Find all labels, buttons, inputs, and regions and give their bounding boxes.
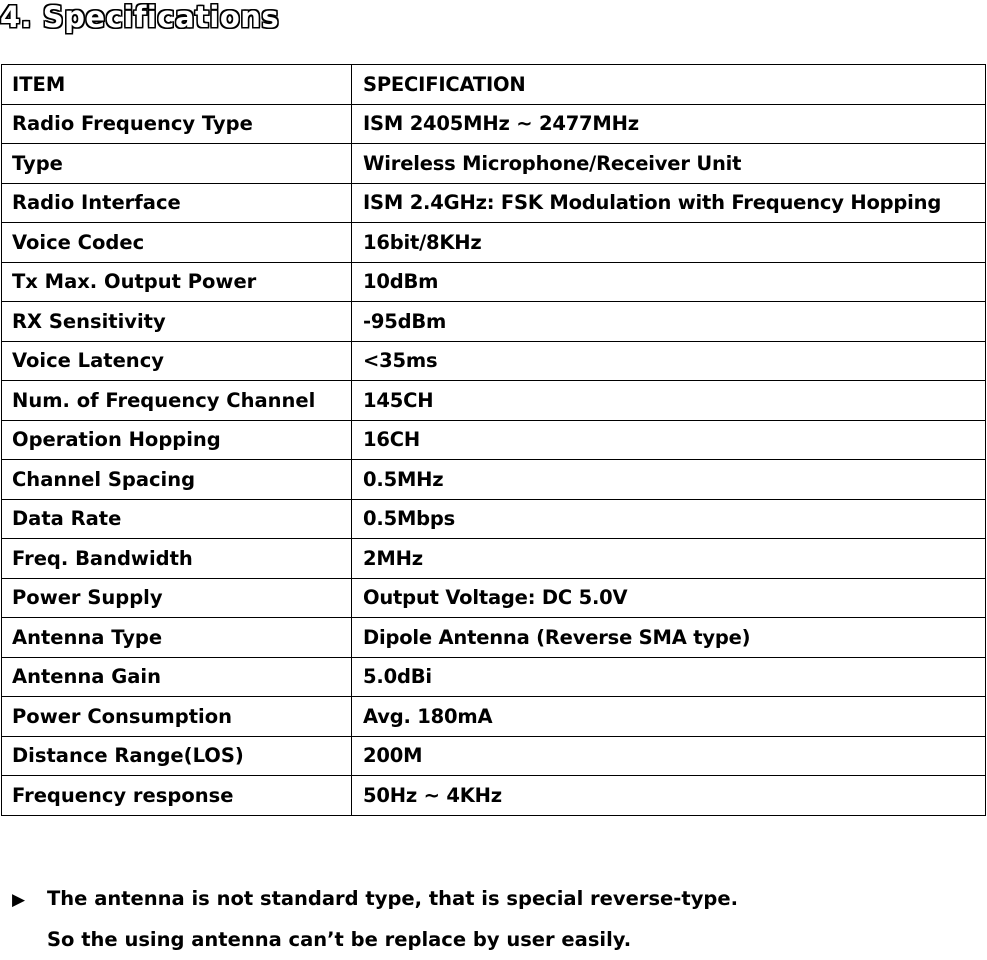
table-row	[2, 499, 986, 539]
table-row	[2, 223, 986, 263]
spec-value-cell: 0.5Mbps	[352, 499, 986, 539]
spec-item-cell: Data Rate	[2, 499, 352, 539]
spec-value-cell: ISM 2.4GHz: FSK Modulation with Frequency Hopping	[352, 183, 986, 223]
table-row	[2, 776, 986, 816]
spec-item-cell: Num. of Frequency Channel	[2, 381, 352, 421]
spec-item-cell: Voice Codec	[2, 223, 352, 263]
spec-item-cell: Power Consumption	[2, 697, 352, 737]
table-row	[2, 104, 986, 144]
table-row	[2, 381, 986, 421]
spec-item-cell: Antenna Gain	[2, 657, 352, 697]
spec-item-cell: Radio Frequency Type	[2, 104, 352, 144]
spec-value-cell: 5.0dBi	[352, 657, 986, 697]
table-row	[2, 302, 986, 342]
spec-item-cell: Operation Hopping	[2, 420, 352, 460]
column-header-specification: SPECIFICATION	[352, 65, 986, 105]
spec-value-cell: -95dBm	[352, 302, 986, 342]
spec-value-cell: Output Voltage: DC 5.0V	[352, 578, 986, 618]
spec-value-cell: 50Hz ~ 4KHz	[352, 776, 986, 816]
spec-item-cell: RX Sensitivity	[2, 302, 352, 342]
spec-item-cell: Tx Max. Output Power	[2, 262, 352, 302]
spec-value-cell: Wireless Microphone/Receiver Unit	[352, 144, 986, 184]
spec-value-cell: 16CH	[352, 420, 986, 460]
right-triangle-bullet-icon: ▶	[12, 890, 26, 910]
spec-value-cell: ISM 2405MHz ~ 2477MHz	[352, 104, 986, 144]
spec-item-cell: Type	[2, 144, 352, 184]
table-row	[2, 460, 986, 500]
spec-value-cell: <35ms	[352, 341, 986, 381]
table-row	[2, 539, 986, 579]
table-row	[2, 420, 986, 460]
table-row	[2, 697, 986, 737]
table-row	[2, 657, 986, 697]
spec-value-cell: 200M	[352, 736, 986, 776]
spec-item-cell: Power Supply	[2, 578, 352, 618]
note-text-2: So the using antenna can’t be replace by user easily.	[47, 928, 632, 951]
page-title: 4. Specifications	[0, 0, 280, 34]
table-row	[2, 618, 986, 658]
spec-value-cell: 0.5MHz	[352, 460, 986, 500]
spec-value-cell: 16bit/8KHz	[352, 223, 986, 263]
note-line-1	[12, 879, 738, 920]
spec-item-cell: Freq. Bandwidth	[2, 539, 352, 579]
spec-item-cell: Distance Range(LOS)	[2, 736, 352, 776]
spec-value-cell: Dipole Antenna (Reverse SMA type)	[352, 618, 986, 658]
table-row	[2, 144, 986, 184]
spec-item-cell: Radio Interface	[2, 183, 352, 223]
table-row	[2, 341, 986, 381]
table-row	[2, 183, 986, 223]
table-row	[2, 736, 986, 776]
column-header-item: ITEM	[2, 65, 352, 105]
spec-item-cell: Voice Latency	[2, 341, 352, 381]
table-row	[2, 262, 986, 302]
table-header-row	[2, 65, 986, 105]
note-text-1: The antenna is not standard type, that is special reverse-type.	[47, 887, 738, 910]
spec-item-cell: Frequency response	[2, 776, 352, 816]
spec-value-cell: Avg. 180mA	[352, 697, 986, 737]
spec-value-cell: 2MHz	[352, 539, 986, 579]
specifications-table	[1, 64, 986, 816]
table-row	[2, 578, 986, 618]
spec-value-cell: 145CH	[352, 381, 986, 421]
spec-item-cell: Antenna Type	[2, 618, 352, 658]
spec-item-cell: Channel Spacing	[2, 460, 352, 500]
spec-value-cell: 10dBm	[352, 262, 986, 302]
